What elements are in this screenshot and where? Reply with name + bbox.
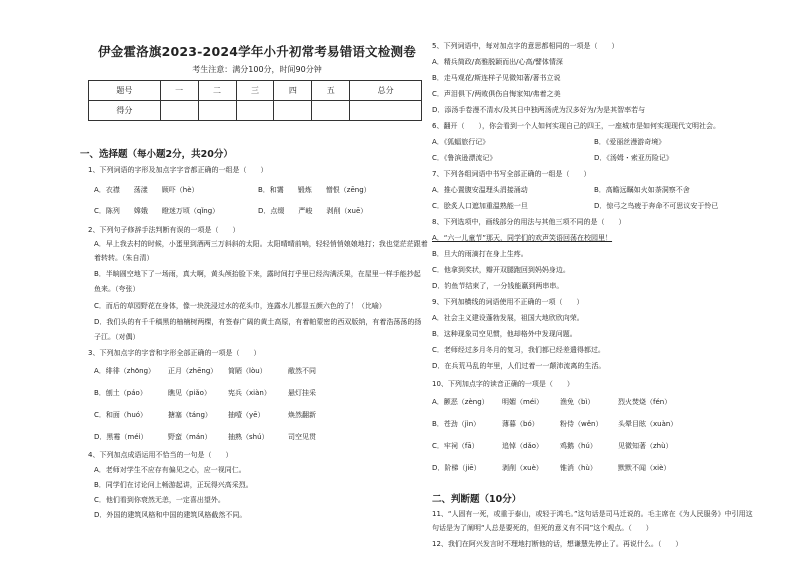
option: B．高瞻远瞩如火如荼洞察不舍 [594,186,690,194]
option: C．脍炙人口遮加重温熟能一旦 [432,202,528,210]
question-stem: 1、下列词语的字形及加点字字音都正确的一组是（ ） [88,166,268,174]
option: B．和霭 锻炼 憎恨（zēng） [258,186,371,194]
option: C．和面（huó） [94,411,148,419]
option-item: 瞧见（piǎo） [168,389,211,397]
option-item: 明媚（méi） [502,398,544,406]
option-item: 烈火焚烧（fén） [618,398,672,406]
option: B．这种现象司空见惯，他却格外中发现问题。 [432,330,577,338]
score-header-cell: 三 [236,81,274,101]
option-item: 薄暮（bó） [502,420,539,428]
exam-title: 伊金霍洛旗2023-2024学年小升初常考易错语文检测卷 [98,44,416,59]
option-item: 野蛮（mán） [168,433,212,441]
option-continued: 鱼来。（夸张） [94,285,140,293]
option-item: 焕然翻新 [288,411,316,419]
question-stem: 3、下列加点字的字音和字形全部正确的一项是（ ） [88,349,261,357]
option-item: 粉侍（wěn） [560,420,603,428]
option-item: 正月（zhēng） [168,367,218,375]
score-header-cell: 二 [198,81,236,101]
option: C．牢祠（fā） [432,442,479,450]
option-item: 见微知著（zhù） [618,442,673,450]
option: D．黑霉（méi） [94,433,148,441]
option-item: 剥削（xuè） [502,464,543,472]
option: A．社会主义建设蓬勃发展，祖国大地欣欣向荣。 [432,314,584,322]
option: A．绯徘（zhōng） [94,367,156,375]
option-item: 抽熟（shú） [228,433,269,441]
option-item: 司空见贯 [288,433,316,441]
option: C．老师经过多月冬月的复习，我们都已经差遣得都过。 [432,346,605,354]
option: A．早上我去村的时候，小蛋里到酒两三万斜斜的太阳。太阳晴晴前响，轻轻悄悄娘娘地打；我也觉茫茫跟着 [94,240,428,248]
option: A．衣襟 荡漾 顾吓（hè） [94,186,199,194]
option: D．钓鱼节结束了，一分钱能赢到两串串。 [432,282,564,290]
option-item: 锥消（hù） [560,464,597,472]
option-continued: 着转转。（朱自清） [94,254,154,262]
score-header-cell: 一 [160,81,198,101]
option-item: 鸡鹅（hú） [560,442,597,450]
score-cell[interactable] [274,101,312,121]
score-header-cell: 四 [274,81,312,101]
score-cell[interactable] [198,101,236,121]
option: A．精兵简政/高雅脱颖而出/心高/譬体情深 [432,58,563,66]
question-stem-continued: 句话是为了阐明“人总是要死的，但死的意义有不同”这个观点。（ ） [432,524,653,532]
score-value-row [89,101,422,121]
score-header-cell: 五 [312,81,350,101]
score-cell[interactable] [350,101,422,121]
option-item: 抽噎（yē） [228,411,265,419]
option: A．老师对学生不应存有偏见之心，应一视同仁。 [94,466,246,474]
question-stem: 9、下列加横线的词语使用不正确的一项（ ） [432,298,584,306]
option: D．惊弓之鸟疲于奔命不可思议安于怜已 [594,202,719,210]
option: B．同学们在讨论问上畅游起讲，正玩得兴高采烈。 [94,481,253,489]
option: B．半晌圆空地下了一场雨，真大啊，黄头颅抬脸下来，露时间打乎里已经沟满沃果，在屋里一样手能抄起 [94,270,421,278]
option: B．刨土（páo） [94,389,147,397]
section-heading: 二、判断题（10分） [432,494,522,505]
question-stem: 4、下列加点成语运用不恰当的一句是（ ） [88,451,233,459]
option: D．外国的建筑风格和中国的建筑风格截然不同。 [94,511,247,519]
option-item: 头晕目眩（xuàn） [618,420,678,428]
question-stem: 10、下列加点字的读音正确的一项是（ ） [432,380,574,388]
question-stem: 5、下列词语中，每对加点字的意思都相同的一项是（ ） [432,42,619,50]
option: A．《狐蝠旅行记》 [432,138,490,146]
option: C．而后的草园野花在身体，像一块洗浸过水的花头巾，连露水儿都显五颜六色的了！（比喻） [94,302,386,310]
option-item: 渔免（bì） [560,398,595,406]
option: C．他拿到奖状，瓣开双腿跑回到妈妈身边。 [432,266,570,274]
option: D．《汤姆・索亚历险记》 [594,154,673,162]
option-item: 宪兵（xiàn） [228,389,271,397]
option: D．点缀 严峻 剥削（xuē） [258,207,368,215]
question-stem: 2、下列句子修辞手法判断有误的一项是（ ） [88,226,240,234]
option: A．“六一儿童节”那天，同学们的欢声笑语回荡在校园里！ [432,234,613,242]
option: A．颤恶（zèng） [432,398,489,406]
option: C．声泪俱下/两败俱伤自悔家知/弗着之美 [432,90,561,98]
score-row-label: 得分 [89,101,161,121]
question-stem: 6、翻开（ ），你会看到一个人如何实现自己的四王，一座城市是如何实现现代文明社会。 [432,122,720,130]
option: D．我们头的有千千稿黑的柚楠树两棵，有签春广阔的黄土高原，有着帕蒙密的西双版纳，有着浩荡荡的扬 [94,318,422,326]
option-item: 追悼（dǎo） [502,442,544,450]
option-item: 搪塞（táng） [168,411,212,419]
option-item: 悬灯挂采 [288,389,316,397]
section-heading: 一、选择题（每小题2分，共20分） [80,149,233,160]
option-item: 默默不闻（xiè） [618,464,671,472]
score-table [88,80,422,121]
option-item: 敝然不同 [288,367,316,375]
option: B．旦大的雨滴打在身上生疼。 [432,250,528,258]
option: B．走马观花/斯连样子见微知著/著书立说 [432,74,561,82]
option: A．推心置腹安温理头涓接涌动 [432,186,528,194]
option-item: 简陋（lòu） [228,367,267,375]
score-cell[interactable] [160,101,198,121]
option: C．他们看到你衰然无恙，一定喜出望外。 [94,496,225,504]
score-header-cell: 总分 [350,81,422,101]
exam-note: 考生注意：满分100分，时间90分钟 [192,65,322,74]
question-stem: 12、我们在阿兴发言时不理地打断他的话，想谦慧先停止了。再说什么。（ ） [432,540,683,548]
option: B．《爱丽丝漫游奇境》 [594,138,666,146]
option: D．添汤手卷漫不清水/及其日中独两汤虎为汉多好为/为是其智率若与 [432,106,646,114]
score-cell[interactable] [312,101,350,121]
score-header-cell: 题号 [89,81,161,101]
option: B．苍劲（jìn） [432,420,481,428]
question-stem: 7、下列各组词语中书写全部正确的一组是（ ） [432,170,591,178]
option-continued: 子江。（对偶） [94,333,140,341]
score-cell[interactable] [236,101,274,121]
option: D．在兵荒马乱的年里，人们过着一一颠沛流离的生活。 [432,362,606,370]
score-header-row [89,81,422,101]
option: C．《鲁滨逊漂流记》 [432,154,497,162]
option: C．陈列 嫦娥 瞪迷万顷（qǐng） [94,207,220,215]
option: D．阶梯（jiē） [432,464,481,472]
question-stem: 11、“人固有一死，或重于泰山，或轻于鸿毛。”这句话是司马迁说的。毛主席在《为人民服务》中引用这 [432,510,753,518]
question-stem: 8、下列选项中，画线部分的用法与其他三项不同的是（ ） [432,218,626,226]
